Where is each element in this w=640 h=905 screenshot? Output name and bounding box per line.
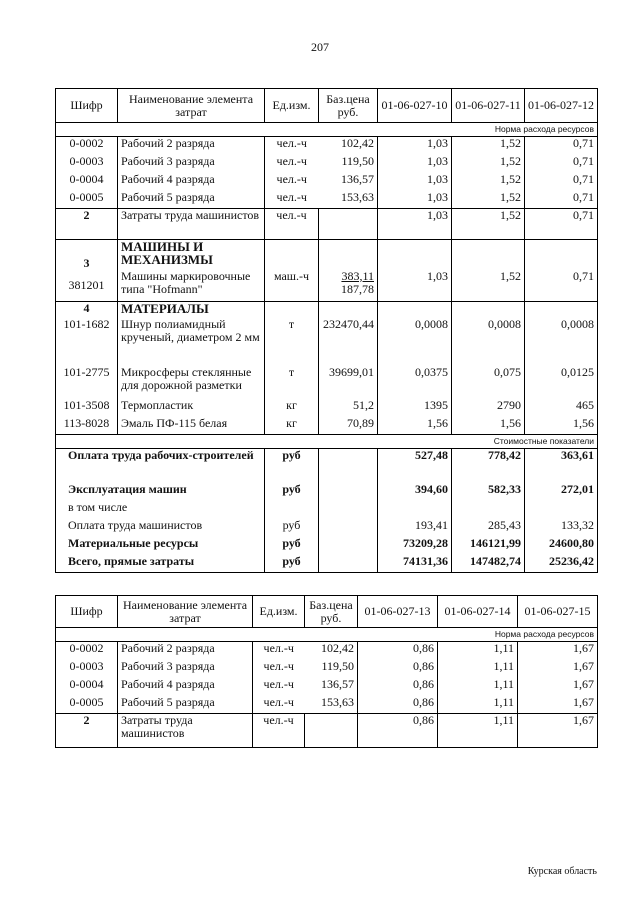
totals-name: Оплата труда рабочих-строителей <box>56 449 265 483</box>
totals-value: 74131,36 <box>378 555 452 573</box>
cell-name: Затраты труда машинистов <box>118 209 265 240</box>
table-row-operators <box>56 209 598 240</box>
cell-value: 2790 <box>452 399 525 417</box>
cell-unit: кг <box>265 417 319 435</box>
cell-value: 1,52 <box>452 209 525 240</box>
cell-value: 0,71 <box>525 137 598 155</box>
header-col-2: 01-06-027-14 <box>438 596 518 628</box>
cell-code: 101-1682 <box>56 318 118 366</box>
cell-price: 153,63 <box>305 696 358 714</box>
totals-value: 133,32 <box>525 519 598 537</box>
cell-code: 0-0003 <box>56 660 118 678</box>
totals-value: 73209,28 <box>378 537 452 555</box>
cell-value: 1,52 <box>452 270 525 302</box>
cell-value: 0,86 <box>358 660 438 678</box>
header-col-1: 01-06-027-10 <box>378 89 452 123</box>
cell-price: 70,89 <box>319 417 378 435</box>
cell-code: 0-0002 <box>56 137 118 155</box>
cell-price: 232470,44 <box>319 318 378 366</box>
cell-name: Рабочий 5 разряда <box>118 696 253 714</box>
totals-unit: руб <box>265 449 319 483</box>
header-col-2: 01-06-027-11 <box>452 89 525 123</box>
totals-value: 25236,42 <box>525 555 598 573</box>
cell-value: 1,56 <box>378 417 452 435</box>
page-footer: Курская область <box>527 866 597 877</box>
cell-unit: чел.-ч <box>265 173 319 191</box>
header-unit: Ед.изм. <box>253 596 305 628</box>
cell-name: Рабочий 2 разряда <box>118 137 265 155</box>
cell-code: 101-3508 <box>56 399 118 417</box>
cell-unit: маш.-ч <box>265 270 319 302</box>
totals-unit: руб <box>265 537 319 555</box>
cell-code: 0-0004 <box>56 678 118 696</box>
norm-label-row <box>56 628 598 642</box>
table-row <box>56 696 598 714</box>
cell-value: 1,03 <box>378 173 452 191</box>
cell-code: 3 <box>56 240 118 270</box>
cell-value: 1,67 <box>518 678 598 696</box>
table-header-row <box>56 89 598 123</box>
totals-row <box>56 555 598 573</box>
totals-value: 582,33 <box>452 483 525 501</box>
cell-value: 0,0008 <box>452 318 525 366</box>
cell-price: 102,42 <box>305 642 358 660</box>
cell-price <box>319 270 378 302</box>
cell-value: 1,03 <box>378 270 452 302</box>
cell-value: 1,03 <box>378 155 452 173</box>
cell-value: 1,67 <box>518 714 598 748</box>
table-row <box>56 660 598 678</box>
cell-value: 0,0375 <box>378 366 452 399</box>
cell-value: 1,56 <box>452 417 525 435</box>
table-row <box>56 399 598 417</box>
norm-label: Норма расхода ресурсов <box>56 123 598 137</box>
totals-unit: руб <box>265 483 319 501</box>
cell-value: 0,71 <box>525 209 598 240</box>
totals-name: Оплата труда машинистов <box>56 519 265 537</box>
cell-name: Рабочий 4 разряда <box>118 678 253 696</box>
cell-value: 1395 <box>378 399 452 417</box>
resource-table-1 <box>55 88 598 573</box>
cell-unit: чел.-ч <box>265 191 319 209</box>
header-col-1: 01-06-027-13 <box>358 596 438 628</box>
cell-value: 1,56 <box>525 417 598 435</box>
totals-name: Материальные ресурсы <box>56 537 265 555</box>
cell-value: 1,67 <box>518 660 598 678</box>
cell-value: 1,52 <box>452 155 525 173</box>
totals-value: 363,61 <box>525 449 598 483</box>
machine-price-secondary: 187,78 <box>341 281 374 296</box>
cell-value: 1,52 <box>452 173 525 191</box>
cell-price <box>319 209 378 240</box>
cell-unit: чел.-ч <box>265 209 319 240</box>
cell-value: 0,0125 <box>525 366 598 399</box>
cell-value: 0,71 <box>525 270 598 302</box>
cell-price <box>305 714 358 748</box>
cell-value: 0,71 <box>525 155 598 173</box>
cell-price: 102,42 <box>319 137 378 155</box>
header-col-3: 01-06-027-15 <box>518 596 598 628</box>
cell-value: 1,52 <box>452 137 525 155</box>
cell-code: 101-2775 <box>56 366 118 399</box>
cell-name: Термопластик <box>118 399 265 417</box>
cell-unit: чел.-ч <box>253 678 305 696</box>
cell-unit: чел.-ч <box>253 696 305 714</box>
cell-name: Рабочий 2 разряда <box>118 642 253 660</box>
cell-value: 0,86 <box>358 714 438 748</box>
cell-value: 1,11 <box>438 678 518 696</box>
header-unit: Ед.изм. <box>265 89 319 123</box>
totals-name: Всего, прямые затраты <box>56 555 265 573</box>
cell-value: 0,86 <box>358 696 438 714</box>
cell-price: 136,57 <box>305 678 358 696</box>
table-row <box>56 155 598 173</box>
totals-value: 24600,80 <box>525 537 598 555</box>
totals-row <box>56 449 598 483</box>
totals-name: в том числе <box>56 501 265 519</box>
cell-unit: чел.-ч <box>253 642 305 660</box>
cell-code: 4 <box>56 302 118 318</box>
cell-code: 381201 <box>56 270 118 302</box>
norm-label: Норма расхода ресурсов <box>56 628 598 642</box>
section-row-materials <box>56 302 598 318</box>
table-row <box>56 137 598 155</box>
section-title: МАТЕРИАЛЫ <box>118 302 265 318</box>
cell-value: 1,11 <box>438 714 518 748</box>
totals-value: 146121,99 <box>452 537 525 555</box>
cell-code: 0-0003 <box>56 155 118 173</box>
cell-unit: кг <box>265 399 319 417</box>
header-code: Шифр <box>56 89 118 123</box>
totals-value: 272,01 <box>525 483 598 501</box>
cell-value: 0,075 <box>452 366 525 399</box>
cell-value: 1,67 <box>518 696 598 714</box>
table-row <box>56 678 598 696</box>
cell-unit: чел.-ч <box>253 660 305 678</box>
totals-row <box>56 537 598 555</box>
totals-row <box>56 483 598 501</box>
cell-value: 0,0008 <box>378 318 452 366</box>
header-price: Баз.цена руб. <box>305 596 358 628</box>
cell-code: 2 <box>56 714 118 748</box>
totals-value: 527,48 <box>378 449 452 483</box>
totals-name: Эксплуатация машин <box>56 483 265 501</box>
cell-name: Микросферы стеклянные для дорожной разметки <box>118 366 265 399</box>
cell-unit: чел.-ч <box>265 137 319 155</box>
cell-value: 1,03 <box>378 137 452 155</box>
cell-name: Затраты труда машинистов <box>118 714 253 748</box>
cell-code: 0-0002 <box>56 642 118 660</box>
cell-value: 1,03 <box>378 191 452 209</box>
cell-value: 1,11 <box>438 642 518 660</box>
cell-price: 119,50 <box>319 155 378 173</box>
cell-value: 0,86 <box>358 642 438 660</box>
cell-value: 1,03 <box>378 209 452 240</box>
cell-unit: чел.-ч <box>253 714 305 748</box>
cell-price: 136,57 <box>319 173 378 191</box>
totals-unit: руб <box>265 555 319 573</box>
table-row <box>56 366 598 399</box>
header-code: Шифр <box>56 596 118 628</box>
cell-price: 51,2 <box>319 399 378 417</box>
cell-price: 39699,01 <box>319 366 378 399</box>
resource-table-2 <box>55 595 598 748</box>
cell-name: Рабочий 4 разряда <box>118 173 265 191</box>
cell-value: 0,71 <box>525 191 598 209</box>
section-row-machines <box>56 240 598 270</box>
cell-code: 2 <box>56 209 118 240</box>
totals-unit: руб <box>265 519 319 537</box>
cell-code: 113-8028 <box>56 417 118 435</box>
totals-value: 778,42 <box>452 449 525 483</box>
header-price: Баз.цена руб. <box>319 89 378 123</box>
cell-price: 119,50 <box>305 660 358 678</box>
table-row <box>56 191 598 209</box>
totals-value: 394,60 <box>378 483 452 501</box>
page-number: 207 <box>311 40 329 54</box>
cost-label-row <box>56 435 598 449</box>
header-name: Наименование элемента затрат <box>118 89 265 123</box>
section-title: МАШИНЫ И МЕХАНИЗМЫ <box>118 240 265 270</box>
cell-value: 0,0008 <box>525 318 598 366</box>
table-header-row <box>56 596 598 628</box>
cell-name: Эмаль ПФ-115 белая <box>118 417 265 435</box>
norm-label-row <box>56 123 598 137</box>
totals-row <box>56 501 598 519</box>
table-row <box>56 318 598 366</box>
cell-name: Рабочий 5 разряда <box>118 191 265 209</box>
cell-value: 1,11 <box>438 696 518 714</box>
cell-unit: чел.-ч <box>265 155 319 173</box>
cell-value: 1,67 <box>518 642 598 660</box>
table-row <box>56 642 598 660</box>
machine-price: 383,11 <box>341 268 374 283</box>
cell-name: Шнур полиамидный крученый, диаметром 2 мм <box>118 318 265 366</box>
cell-value: 465 <box>525 399 598 417</box>
cell-unit: т <box>265 366 319 399</box>
cost-label: Стоимостные показатели <box>56 435 598 449</box>
cell-value: 0,71 <box>525 173 598 191</box>
table-row <box>56 173 598 191</box>
cell-value: 1,11 <box>438 660 518 678</box>
table-row <box>56 417 598 435</box>
table-row-operators <box>56 714 598 748</box>
header-col-3: 01-06-027-12 <box>525 89 598 123</box>
totals-row <box>56 519 598 537</box>
cell-name: Рабочий 3 разряда <box>118 155 265 173</box>
cell-name: Рабочий 3 разряда <box>118 660 253 678</box>
cell-code: 0-0004 <box>56 173 118 191</box>
cell-value: 0,86 <box>358 678 438 696</box>
cell-unit: т <box>265 318 319 366</box>
totals-value: 193,41 <box>378 519 452 537</box>
totals-value: 147482,74 <box>452 555 525 573</box>
cell-name: Машины маркировочные типа "Hofmann" <box>118 270 265 302</box>
cell-code: 0-0005 <box>56 191 118 209</box>
header-name: Наименование элемента затрат <box>118 596 253 628</box>
cell-code: 0-0005 <box>56 696 118 714</box>
totals-value: 285,43 <box>452 519 525 537</box>
cell-value: 1,52 <box>452 191 525 209</box>
table-row-machine <box>56 270 598 302</box>
cell-price: 153,63 <box>319 191 378 209</box>
